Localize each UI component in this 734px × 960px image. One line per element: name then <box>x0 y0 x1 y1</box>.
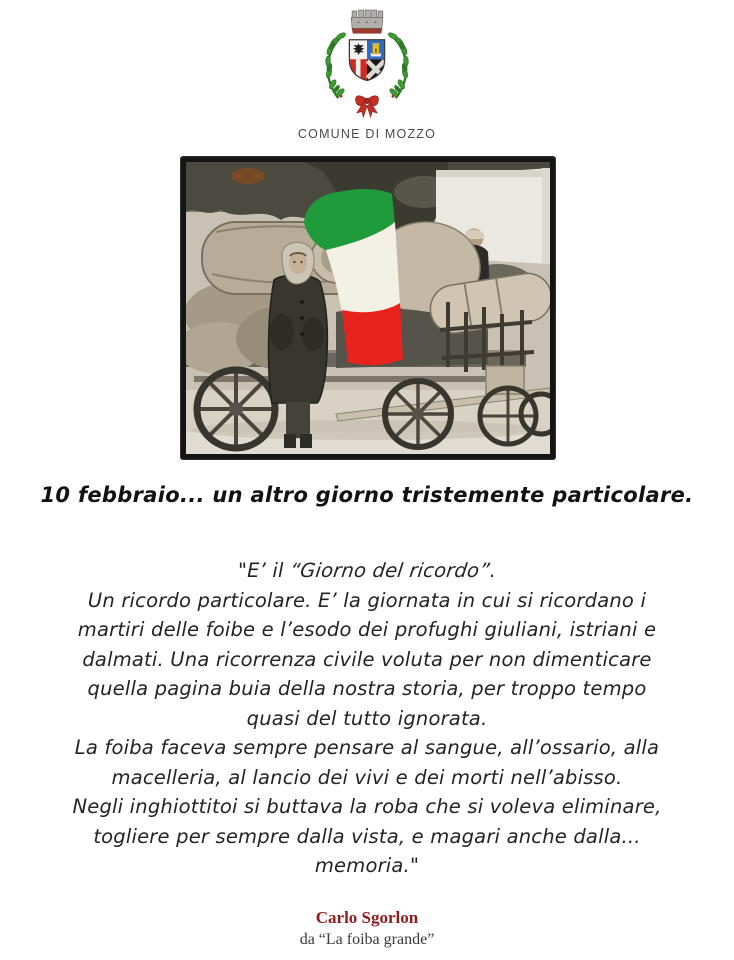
attribution-source: da “La foiba grande” <box>299 931 435 948</box>
quartered-shield <box>349 40 386 82</box>
page-title: 10 febbraio... un altro giorno tristemente particolare. <box>40 483 694 507</box>
municipality-name: COMUNE DI MOZZO <box>297 127 437 141</box>
attribution <box>0 908 734 949</box>
quote-line: macelleria, al lancio dei vivi e dei morti nell’abisso. <box>111 765 623 789</box>
quote-line <box>36 556 698 586</box>
quote-line: memoria." <box>314 854 420 877</box>
attribution-author: Carlo Sgorlon <box>315 908 419 927</box>
quote-line: Negli inghiottitoi si buttava la roba che si voleva eliminare, <box>72 795 662 818</box>
quote-block <box>36 556 698 881</box>
quote-line: togliere per sempre dalla vista, e magari anche dalla... <box>93 824 641 848</box>
municipal-header <box>0 6 734 141</box>
quote-line: dalmati. Una ricorrenza civile voluta per non dimenticare <box>82 647 652 671</box>
municipal-crest-icon <box>316 6 418 118</box>
quote-line: La foiba faceva sempre pensare al sangue, all’ossario, alla <box>74 736 660 759</box>
ribbon-bow <box>356 96 379 117</box>
quote-line: martiri delle foibe e l’esodo dei profughi giuliani, istriani e <box>77 618 657 641</box>
quote-line: quasi del tutto ignorata. <box>246 706 488 730</box>
quote-line: Un ricordo particolare. E’ la giornata in cui si ricordano i <box>87 588 647 612</box>
quote-line1-suffix: . <box>489 559 497 582</box>
mural-crown <box>351 10 383 33</box>
quote-line: quella pagina buia della nostra storia, per troppo tempo <box>87 677 647 700</box>
refugee-cart-photo-illustration <box>186 162 550 454</box>
quote-line1-prefix: "E’ il <box>237 559 291 582</box>
quote-line1-quoted: “Giorno del ricordo” <box>288 559 492 582</box>
historical-photo <box>181 157 555 459</box>
